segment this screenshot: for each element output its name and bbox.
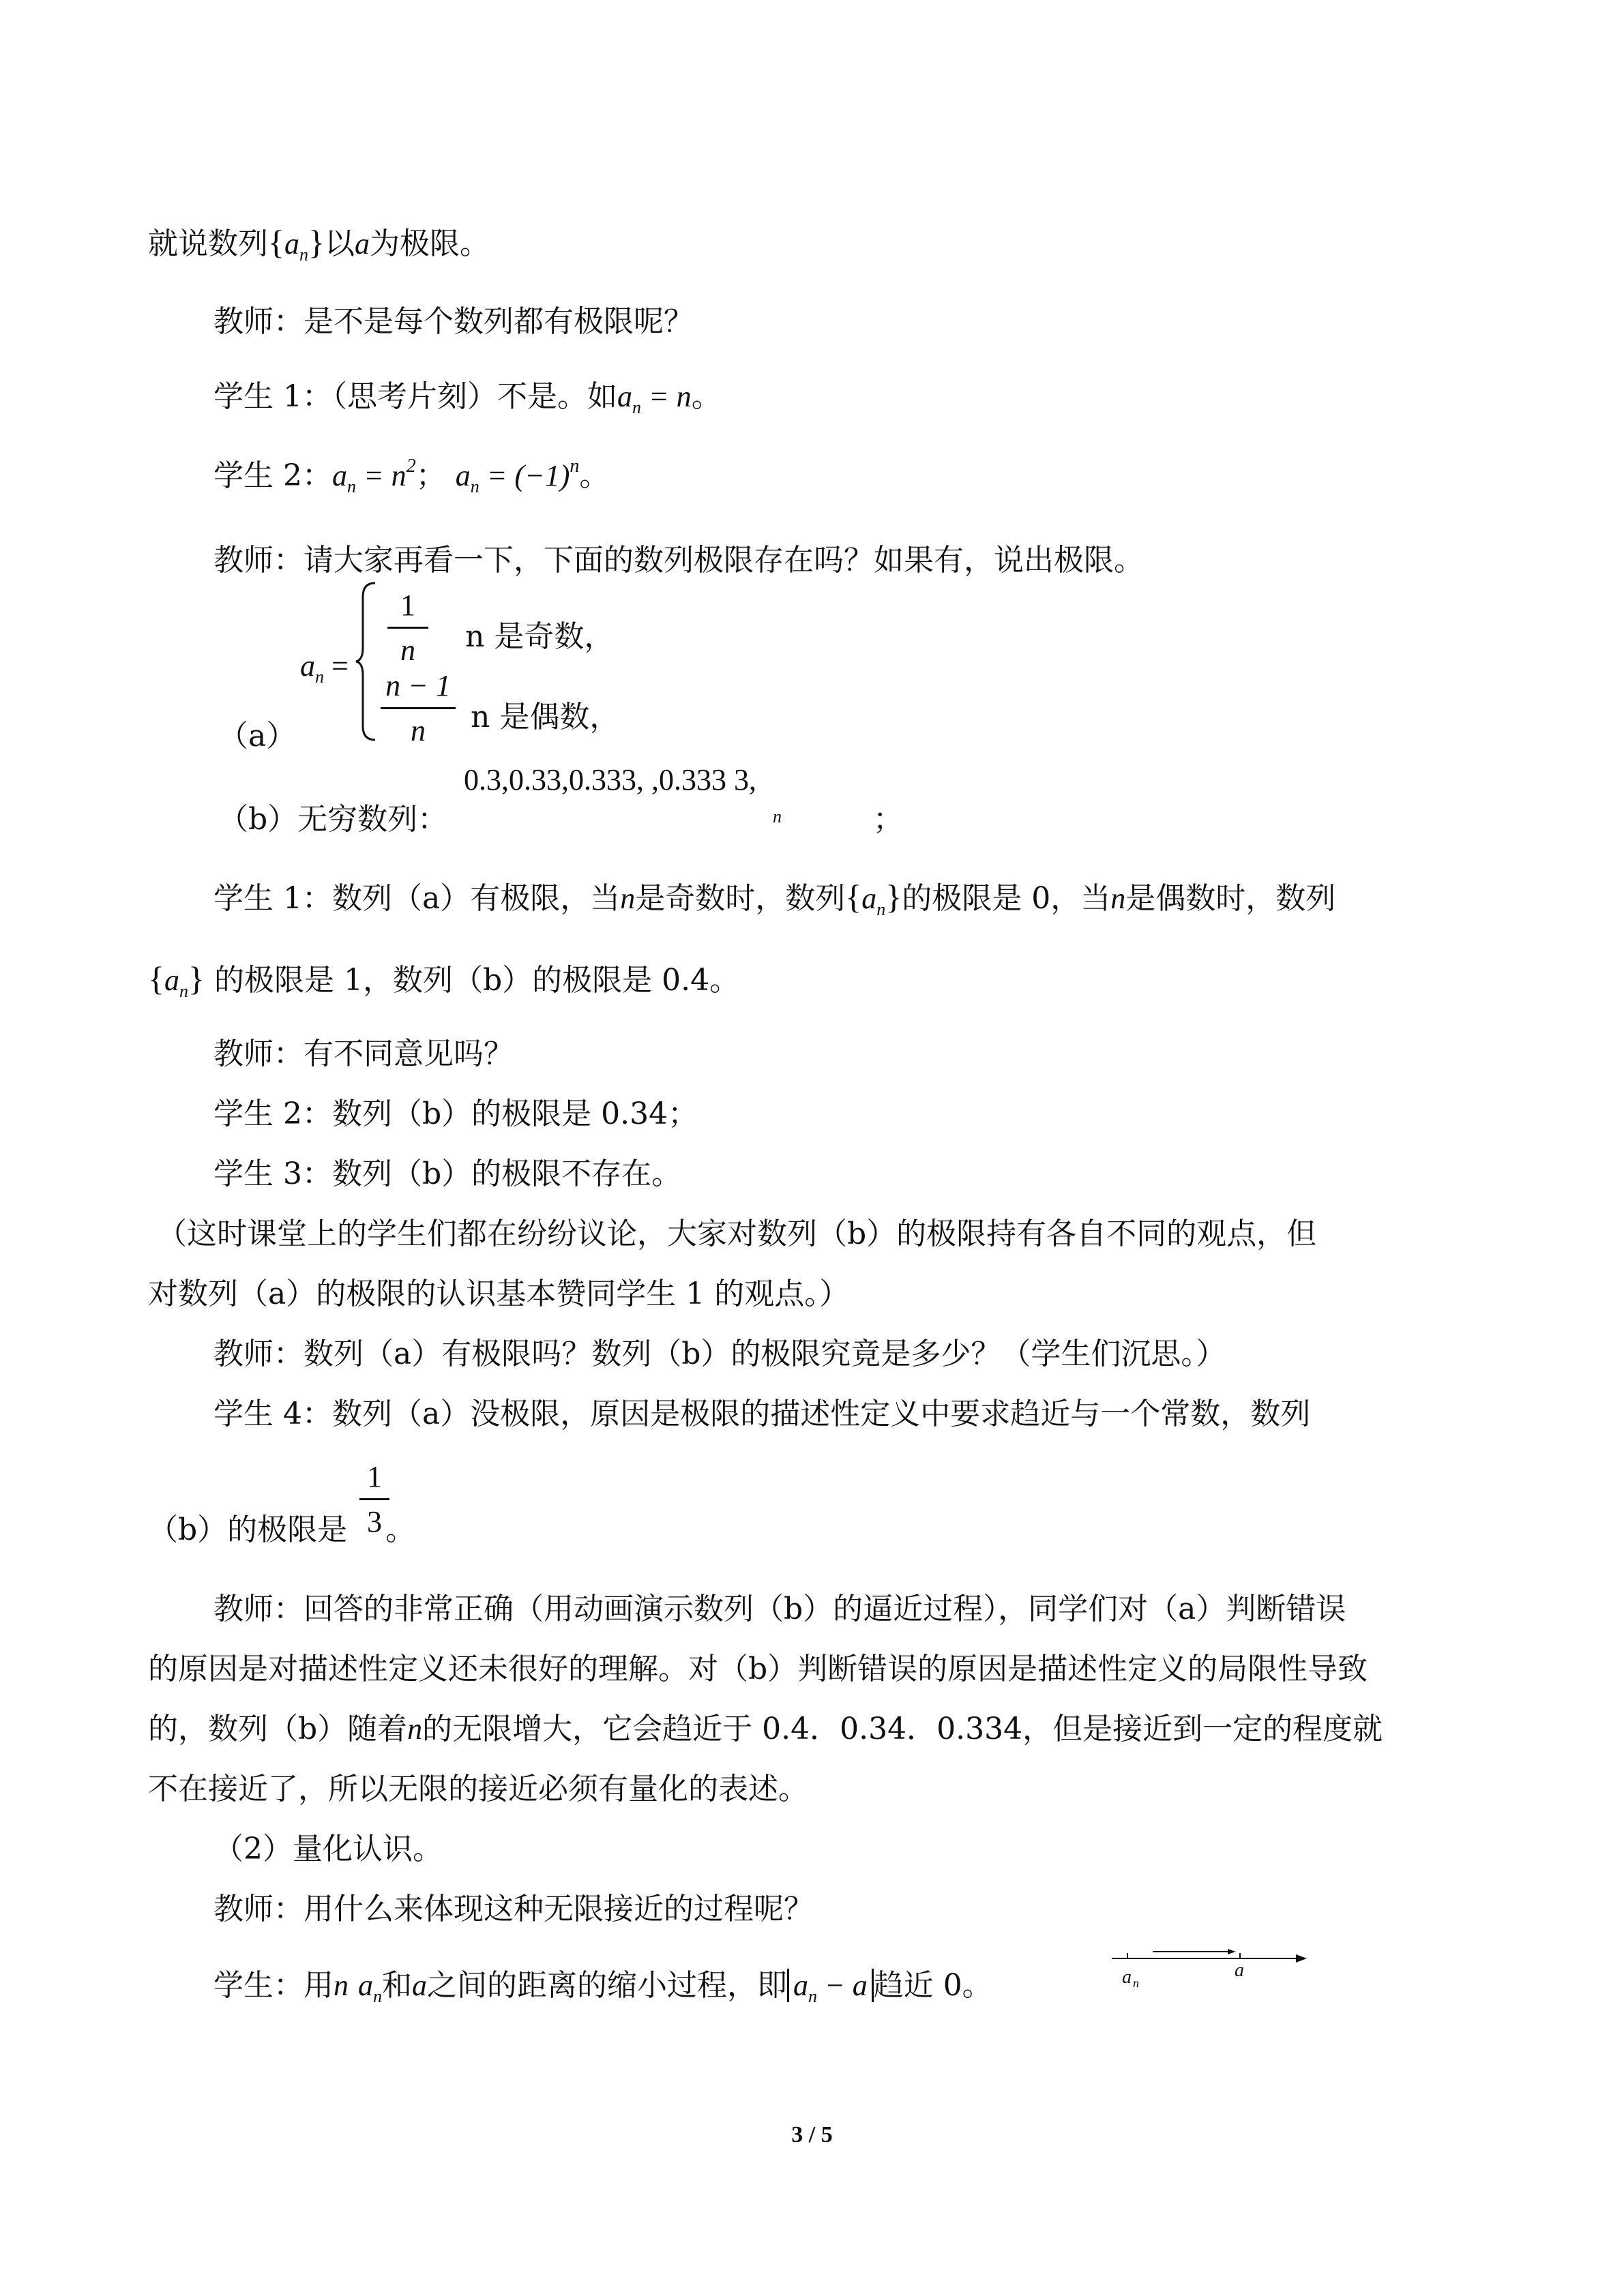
text-line-1: [148, 223, 490, 265]
var-n: n: [334, 1969, 349, 2002]
equals-sign: =: [331, 649, 349, 683]
text-line-2: 教师：是不是每个数列都有极限呢？: [213, 304, 694, 339]
sequence-an: $\{a_n\}$: [845, 878, 902, 919]
var-a: a: [284, 227, 299, 260]
text: 的极限是 1，数列（b）的极限是 0.4。: [214, 963, 740, 998]
text: 为极限。: [370, 226, 490, 261]
case-even-label: n 是偶数，: [471, 700, 620, 734]
text: 的极限是 0，当: [902, 881, 1111, 916]
text: 。: [385, 1512, 416, 1547]
subscript-n: n: [808, 1986, 817, 2006]
text-line-14: 对数列（a）的极限的认识基本赞同学生 1 的观点。）: [148, 1277, 850, 1311]
subscript-n: n: [632, 398, 641, 417]
text: 趋近 0。: [873, 1968, 992, 2003]
var-n: n: [1110, 882, 1126, 915]
var-a: a: [412, 1969, 427, 2002]
text: 的无限增大，它会趋近于 0.4．0.34．0.334，但是接近到一定的程度就: [422, 1712, 1383, 1746]
text: 的，数列（b）随着: [148, 1712, 408, 1746]
text: ；: [415, 458, 446, 493]
var-a: a: [331, 459, 347, 492]
text-line-9: [148, 959, 740, 1001]
approach-arrowhead: [1228, 1949, 1236, 1954]
var-a: a: [358, 1969, 373, 2002]
denominator: 3: [367, 1505, 382, 1538]
text: 学生 2：: [213, 458, 332, 493]
label-a: a: [1235, 1960, 1244, 1981]
subscript-n: n: [346, 477, 356, 496]
numerator: 1: [400, 588, 415, 622]
formula-rhs: = n: [648, 380, 692, 413]
sequence-b-values: 0.3,0.33,0.333, ,0.333 3,: [464, 763, 756, 796]
sequence-b-label: （b）无穷数列：: [218, 802, 448, 837]
label-an: a: [1122, 1967, 1132, 1988]
label-an-subscript: n: [1133, 1976, 1139, 1990]
var-n: n: [407, 1712, 423, 1746]
text-line-13: （这时课堂上的学生们都在纷纷议论，大家对数列（b）的极限持有各自不同的观点，但: [157, 1217, 1317, 1251]
sequence-b-subscript-n: n: [773, 807, 782, 826]
number-line-diagram: [1112, 1943, 1310, 1998]
var-n: n: [620, 882, 636, 915]
text-line-4: [213, 456, 610, 496]
denominator: n: [411, 714, 426, 747]
text-line-8: [213, 878, 1336, 919]
case-a-label: （a）: [218, 719, 297, 754]
text-line-23: 教师：用什么来体现这种无限接近的过程呢？: [213, 1892, 814, 1926]
piecewise-lhs: [300, 649, 349, 687]
text: 是偶数时，数列: [1125, 881, 1336, 916]
piecewise-brace: [355, 580, 382, 743]
case-odd-label: n 是奇数，: [465, 619, 615, 654]
formula-rhs: = n: [363, 459, 407, 492]
text-line-24: [213, 1968, 992, 2006]
formula-an-eq-n: [617, 380, 692, 417]
text: 。: [579, 458, 610, 493]
text-line-20: [148, 1714, 1383, 1744]
text: 和: [382, 1968, 412, 2003]
formula-an-eq-neg1: [455, 456, 580, 496]
text-line-12: 学生 3：数列（b）的极限不存在。: [213, 1157, 682, 1191]
superscript-2: 2: [406, 456, 416, 477]
sequence-an: $\{a_n\}$: [148, 959, 205, 1001]
subscript-n: n: [470, 477, 479, 496]
text-line-15: 教师：数列（a）有极限吗？数列（b）的极限究竟是多少？（学生们沉思。）: [213, 1337, 1226, 1371]
text-line-16: 学生 4：数列（a）没极限，原因是极限的描述性定义中要求趋近与一个常数，数列: [213, 1397, 1311, 1431]
fraction-1-over-3: [359, 1459, 389, 1539]
axis-arrowhead: [1296, 1954, 1307, 1963]
var-a: a: [355, 227, 370, 260]
var-a: a: [617, 380, 632, 413]
text: 是奇数时，数列: [635, 881, 846, 916]
subscript-n: n: [179, 981, 188, 1001]
var-a: a: [861, 882, 877, 915]
text-line-22: （2）量化认识。: [213, 1832, 443, 1866]
subscript-n: n: [876, 899, 886, 919]
sequence-b-end: ；: [873, 802, 903, 837]
fraction-bar: [381, 707, 456, 709]
text: 就说数列: [148, 226, 268, 261]
text: 之间的距离的缩小过程，即: [427, 1968, 787, 2003]
text-line-10: 教师：有不同意见吗？: [213, 1037, 514, 1071]
fraction-n-minus-1-over-n: [381, 668, 456, 748]
formula-rhs: = (−1): [486, 459, 570, 492]
term-an: [358, 1969, 382, 2006]
superscript-n: n: [570, 456, 580, 477]
text: 。: [691, 379, 722, 414]
numerator: 1: [367, 1460, 382, 1493]
formula-an-eq-n2: [331, 456, 416, 496]
fraction-bar: [387, 627, 428, 629]
text-line-11: 学生 2：数列（b）的极限是 0.34；: [213, 1097, 698, 1131]
text: 学生 1：数列（a）有极限，当: [213, 881, 621, 916]
text: 以: [325, 226, 355, 261]
text: 学生：用: [213, 1968, 334, 2003]
sequence-an: $\{a_n\}$: [268, 223, 325, 265]
fraction-bar: [359, 1498, 389, 1500]
subscript-n: n: [315, 667, 324, 687]
abs-an-minus-a: [787, 1969, 874, 2006]
text-line-19: 的原因是对描述性定义还未很好的理解。对（b）判断错误的原因是描述性定义的局限性导致: [148, 1652, 1368, 1686]
text: 学生 1：（思考片刻）不是。如: [213, 379, 617, 414]
text: （b）的极限是: [148, 1512, 348, 1547]
text-line-21: 不在接近了，所以无限的接近必须有量化的表述。: [148, 1772, 808, 1806]
var-a: a: [300, 649, 315, 683]
var-a: a: [455, 459, 471, 492]
var-a: a: [793, 1969, 808, 2002]
text-line-5: 教师：请大家再看一下，下面的数列极限存在吗？如果有，说出极限。: [213, 543, 1144, 578]
subscript-n: n: [299, 245, 308, 265]
subscript-n: n: [373, 1986, 382, 2006]
var-a: a: [164, 964, 179, 997]
text-line-18: 教师：回答的非常正确（用动画演示数列（b）的逼近过程），同学们对（a）判断错误: [213, 1592, 1346, 1626]
page-number: 3 / 5: [791, 2122, 833, 2147]
denominator: n: [400, 633, 415, 667]
text-line-3: [213, 379, 722, 417]
fraction-1-over-n: [387, 588, 428, 668]
numerator: n − 1: [385, 669, 451, 702]
minus-a: − a: [825, 1969, 868, 2002]
